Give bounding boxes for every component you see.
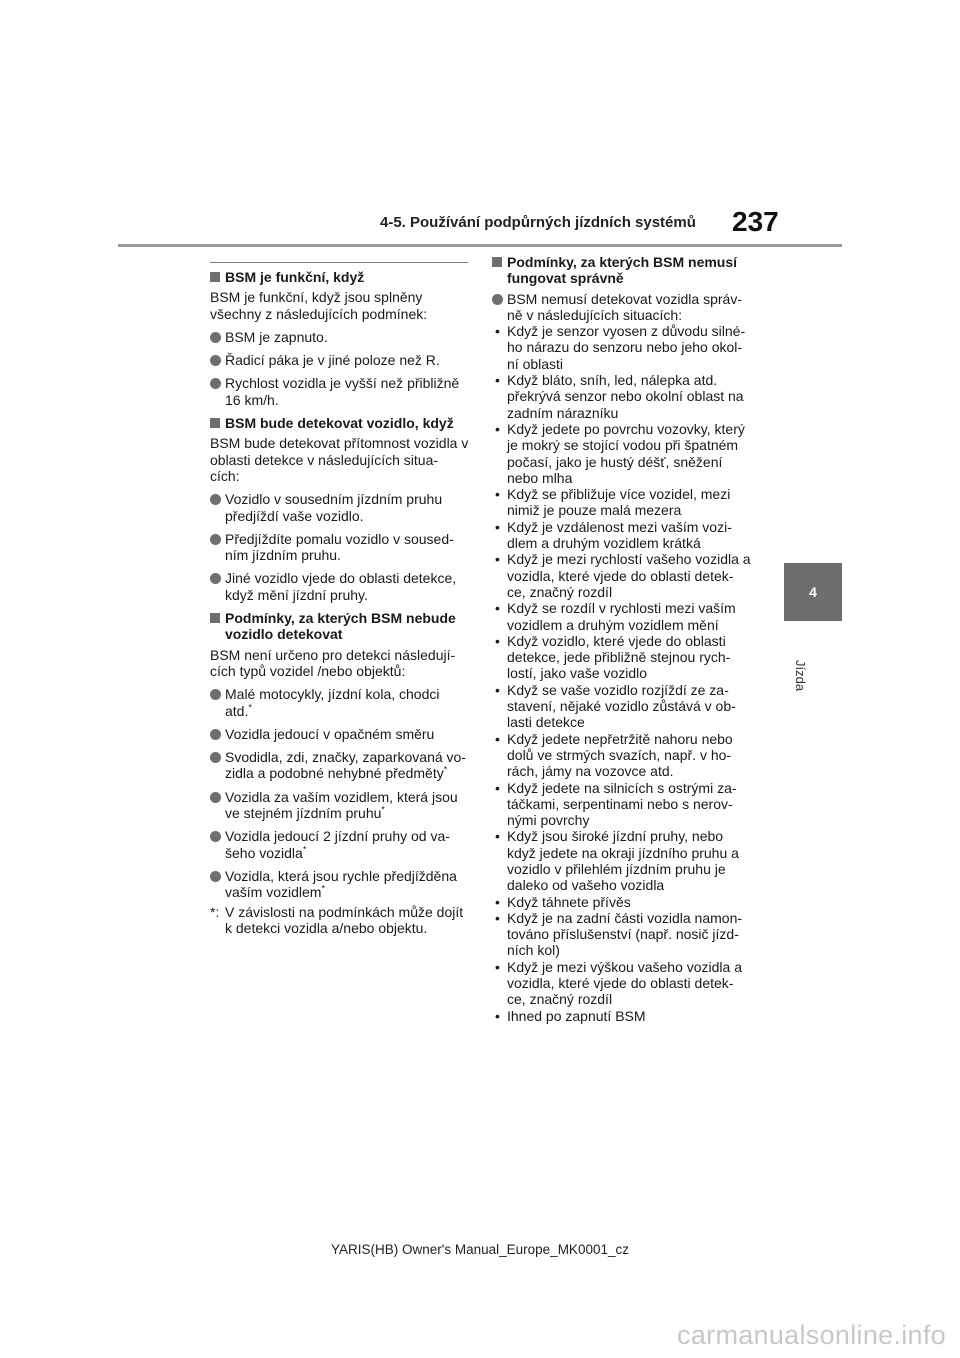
square-bullet-icon	[210, 272, 220, 282]
circle-bullet-icon	[210, 494, 221, 505]
sub-list-item: • Když jedete na silnicích s ostrými za- táčkami, serpentinami nebo s nerov- nými povrchy	[495, 779, 737, 829]
sub-list-item: • Když jedete nepřetržitě nahoru nebo dolů ve strmých svazích, např. v ho- rách, jámy na vozovce atd.	[495, 730, 733, 780]
sub-list-item: • Když je mezi výškou vašeho vozidla a vozidla, které vjede do oblasti detek- ce, značný rozdíl	[495, 958, 742, 1008]
sub-list-item: • Když se rozdíl v rychlosti mezi vaším vozidlem a druhým vozidlem mění	[495, 600, 736, 633]
page-number: 237	[732, 206, 779, 237]
square-bullet-icon	[492, 257, 502, 267]
circle-bullet-icon	[210, 573, 221, 584]
list-item: BSM nemusí detekovat vozidla správ- ně v následujících situacích:	[492, 291, 754, 324]
footnote-ref: *	[443, 764, 448, 775]
footnote-ref: *	[248, 701, 252, 712]
paragraph: BSM je funkční, když jsou splněny všechny z následujících podmínek:	[210, 289, 428, 322]
list-item: Vozidla jedoucí v opačném směru	[210, 726, 470, 742]
sub-list-item: • Když bláto, sníh, led, nálepka atd. překrývá senzor nebo okolní oblast na zadním nárazníku	[495, 372, 744, 421]
list-item: Vozidla za vaším vozidlem, která jsou ve stejném jízdním pruhu*	[210, 789, 470, 822]
watermark: carmanualsonline.info	[677, 1320, 946, 1350]
heading-bsm-functional: BSM je funkční, když	[210, 269, 470, 285]
circle-bullet-icon	[210, 534, 221, 545]
chapter-label: Jízda	[793, 660, 808, 692]
column-divider	[210, 262, 468, 263]
list-item: Předjíždíte pomalu vozidlo v soused- ním jízdním pruhu.	[210, 531, 470, 564]
heading-bsm-detects: BSM bude detekovat vozidlo, když	[210, 415, 470, 431]
sub-list-item: • Když vozidlo, které vjede do oblasti detekce, jede přibližně stejnou rych- lostí, jako vaše vozidlo	[495, 632, 731, 682]
square-bullet-icon	[210, 418, 220, 428]
header-divider	[118, 244, 842, 247]
sub-list-item: • Když je senzor vyosen z důvodu silné- ho nárazu do senzoru nebo jeho okol- ní oblasti	[495, 323, 746, 372]
circle-bullet-icon	[210, 355, 221, 366]
footer-manual-id: YARIS(HB) Owner's Manual_Europe_MK0001_cz	[331, 1242, 629, 1257]
circle-bullet-icon	[210, 378, 221, 389]
right-column	[492, 254, 754, 1024]
sub-list-item: • Když je na zadní části vozidla namon- továno příslušenství (např. nosič jízd- ních kol)	[495, 909, 743, 959]
sub-list-item: • Když táhnete přívěs	[495, 893, 631, 910]
sub-list-item: • Když je vzdálenost mezi vaším vozi- dlem a druhým vozidlem krátká	[495, 518, 732, 552]
paragraph: BSM bude detekovat přítomnost vozidla v oblasti detekce v následujících situa- cích:	[210, 435, 469, 484]
sub-list-item: • Ihned po zapnutí BSM	[495, 1007, 646, 1024]
left-column	[210, 269, 470, 936]
footnote: *: V závislosti na podmínkách může dojít k detekci vozidla a/nebo objektu.	[210, 903, 464, 936]
list-item: Svodidla, zdi, značky, zaparkovaná vo- zidla a podobné nehybné předměty*	[210, 749, 470, 782]
sub-list-item: • Když jsou široké jízdní pruhy, nebo když jedete na okraji jízdního pruhu a vozidlo v přilehlém jízdním pruhu je daleko od vašeho vozidla	[495, 828, 739, 894]
footnote-ref: *	[302, 843, 307, 854]
heading-bsm-not-detect: Podmínky, za kterých BSM nebude vozidlo detekovat	[210, 610, 470, 643]
list-item: Vozidla jedoucí 2 jízdní pruhy od va- šeho vozidla*	[210, 828, 470, 861]
circle-bullet-icon	[210, 332, 221, 343]
list-item: Malé motocykly, jízdní kola, chodci atd.*	[210, 686, 470, 719]
footnote-ref: *	[381, 804, 385, 815]
heading-bsm-may-fail: Podmínky, za kterých BSM nemusí fungovat správně	[492, 254, 754, 287]
circle-bullet-icon	[210, 729, 221, 740]
sub-list-item: • Když se přibližuje více vozidel, mezi nimiž je pouze malá mezera	[495, 486, 731, 519]
list-item: Vozidlo v sousedním jízdním pruhu předjíždí vaše vozidlo.	[210, 491, 470, 524]
footnote-marker: *:	[210, 903, 220, 920]
circle-bullet-icon	[210, 752, 221, 763]
paragraph: BSM není určeno pro detekci následují- cích typů vozidel /nebo objektů:	[210, 646, 456, 679]
circle-bullet-icon	[492, 294, 503, 305]
list-item: Jiné vozidlo vjede do oblasti detekce, když mění jízdní pruhy.	[210, 570, 470, 603]
sub-list-item: • Když jedete po povrchu vozovky, který je mokrý se stojící vodou při špatném počasí, jako je hustý déšť, sněžení nebo mlha	[495, 420, 745, 486]
circle-bullet-icon	[210, 792, 221, 803]
list-item: Řadicí páka je v jiné poloze než R.	[210, 352, 470, 368]
list-item: Rychlost vozidla je vyšší než přibližně 16 km/h.	[210, 375, 470, 408]
chapter-tab[interactable]: 4	[784, 563, 842, 621]
section-title: 4-5. Používání podpůrných jízdních systémů	[380, 214, 696, 231]
circle-bullet-icon	[210, 689, 221, 700]
sub-list-item: • Když se vaše vozidlo rozjíždí ze za- stavení, nějaké vozidlo zůstává v ob- lasti detekce	[495, 681, 736, 731]
circle-bullet-icon	[210, 871, 221, 882]
list-item: BSM je zapnuto.	[210, 329, 470, 345]
circle-bullet-icon	[210, 831, 221, 842]
square-bullet-icon	[210, 613, 220, 623]
sub-list-item: • Když je mezi rychlostí vašeho vozidla a vozidla, které vjede do oblasti detek- ce, značný rozdíl	[495, 551, 751, 600]
list-item: Vozidla, která jsou rychle předjížděna vaším vozidlem*	[210, 868, 470, 901]
footnote-ref: *	[321, 883, 325, 894]
